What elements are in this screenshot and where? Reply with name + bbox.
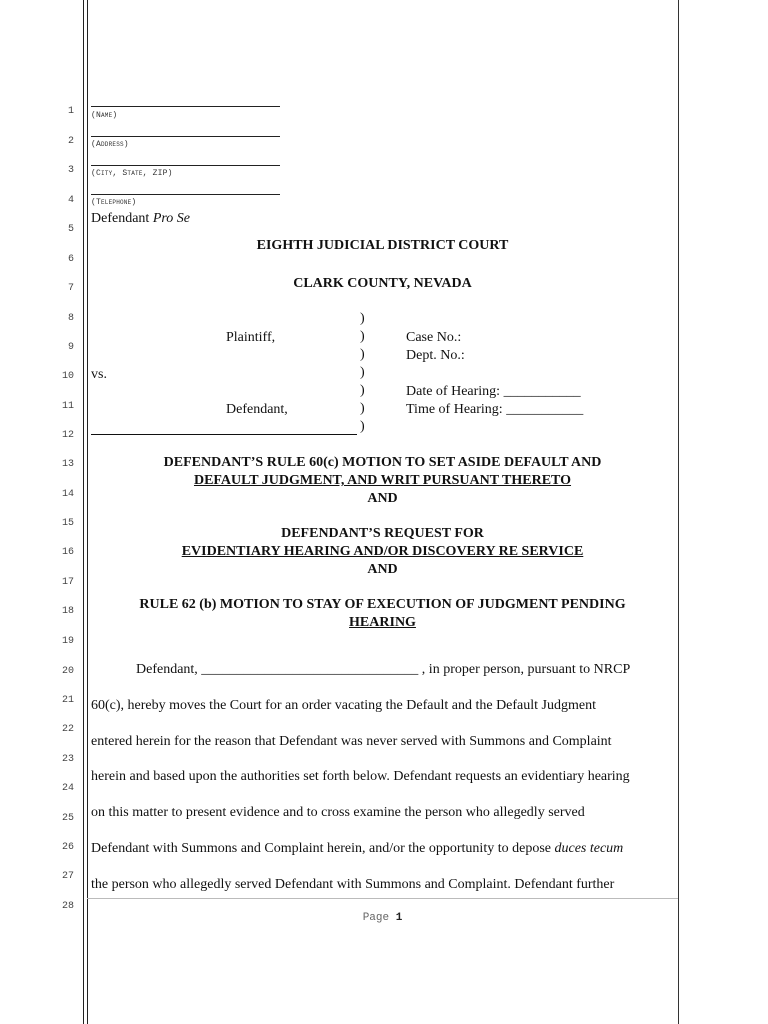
caption-paren: ): [360, 383, 365, 398]
line-number: 3: [67, 165, 74, 176]
line-number: 28: [61, 901, 74, 912]
line-number: 8: [67, 313, 74, 324]
caption-paren: ): [360, 401, 365, 416]
caption-divider-line: [91, 434, 357, 435]
party-prefix: Defendant: [91, 211, 153, 226]
line-number: 12: [61, 430, 74, 441]
body-line-2: 60(c), hereby moves the Court for an order vacating the Default and the Default Judgment: [91, 698, 596, 713]
page-number: 1: [395, 912, 403, 924]
line-number: 7: [67, 283, 74, 294]
telephone-label: (Telephone): [91, 198, 137, 207]
line-number: 1: [67, 106, 74, 117]
request-title-line-2: [87, 544, 678, 560]
line-number: 27: [61, 871, 74, 882]
body-line-6: [91, 841, 678, 857]
line-number: 11: [61, 401, 74, 412]
time-of-hearing-label: Time of Hearing: ___________: [406, 402, 584, 417]
line-number: 22: [61, 724, 74, 735]
motion-title-line-2-text: DEFAULT JUDGMENT, AND WRIT PURSUANT THERETO: [193, 473, 572, 488]
body-line-4: herein and based upon the authorities set forth below. Defendant requests an evidentiary hearing: [91, 769, 630, 784]
right-margin-rule: [678, 0, 679, 1024]
address-blank-line: [91, 136, 280, 137]
caption-paren: ): [360, 365, 365, 380]
body-line-3: entered herein for the reason that Defendant was never served with Summons and Complaint: [91, 734, 612, 749]
line-number: 4: [67, 195, 74, 206]
footer-divider: [87, 898, 678, 899]
stay-title-line-1: RULE 62 (b) MOTION TO STAY OF EXECUTION OF JUDGMENT PENDING: [139, 597, 626, 612]
stay-title-line-2-text: HEARING: [349, 615, 416, 630]
line-number: 16: [61, 547, 74, 558]
line-number: 5: [67, 224, 74, 235]
title-and-1: AND: [367, 491, 398, 506]
line-number: 26: [61, 842, 74, 853]
line-number: 2: [67, 136, 74, 147]
body-line-7: the person who allegedly served Defendant with Summons and Complaint. Defendant further: [91, 877, 615, 892]
court-name: EIGHTH JUDICIAL DISTRICT COURT: [256, 238, 509, 253]
line-number: 6: [67, 254, 74, 265]
city-state-zip-label: (City, State, ZIP): [91, 169, 173, 178]
vs-label: vs.: [91, 367, 107, 382]
city-state-zip-blank-line: [91, 165, 280, 166]
request-title-line-1: DEFENDANT’S REQUEST FOR: [281, 526, 484, 541]
page-footer: [87, 912, 678, 924]
line-number: 19: [61, 636, 74, 647]
line-number: 21: [61, 695, 74, 706]
party-designation: [91, 211, 190, 227]
motion-title-line-1: DEFENDANT’S RULE 60(c) MOTION TO SET ASIDE DEFAULT AND: [163, 455, 602, 470]
motion-title-line-2: [87, 473, 678, 489]
line-number: 9: [67, 342, 74, 353]
defendant-label: Defendant,: [226, 402, 288, 417]
request-title-line-2-text: EVIDENTIARY HEARING AND/OR DISCOVERY RE SERVICE: [181, 544, 584, 559]
line-number: 25: [61, 813, 74, 824]
left-margin-rule-outer: [83, 0, 84, 1024]
caption-paren: ): [360, 347, 365, 362]
line-number: 20: [61, 666, 74, 677]
plaintiff-label: Plaintiff,: [226, 330, 276, 345]
line-number: 24: [61, 783, 74, 794]
line-number: 14: [61, 489, 74, 500]
date-of-hearing-label: Date of Hearing: ___________: [406, 384, 581, 399]
line-number: 13: [61, 459, 74, 470]
line-number: 15: [61, 518, 74, 529]
case-number-label: Case No.:: [406, 330, 462, 345]
page-label: Page: [362, 912, 396, 924]
address-label: (Address): [91, 140, 129, 149]
name-label: (Name): [91, 111, 118, 120]
caption-paren: ): [360, 419, 365, 434]
department-number-label: Dept. No.:: [406, 348, 465, 363]
title-and-2: AND: [367, 562, 398, 577]
line-number: 23: [61, 754, 74, 765]
line-number: 10: [61, 371, 74, 382]
pro-se-label: Pro Se: [152, 211, 191, 226]
body-line-6-text: Defendant with Summons and Complaint herein, and/or the opportunity to depose: [91, 841, 555, 856]
left-margin-rule-inner: [87, 0, 88, 1024]
body-line-1: Defendant, _______________________________ , in proper person, pursuant to NRCP: [136, 662, 631, 677]
duces-tecum-term: duces tecum: [554, 841, 624, 856]
caption-paren: ): [360, 329, 365, 344]
line-number: 18: [61, 606, 74, 617]
name-blank-line: [91, 106, 280, 107]
caption-paren: ): [360, 311, 365, 326]
telephone-blank-line: [91, 194, 280, 195]
body-line-5: on this matter to present evidence and to cross examine the person who allegedly served: [91, 805, 585, 820]
line-number: 17: [61, 577, 74, 588]
stay-title-line-2: [87, 615, 678, 631]
court-county: CLARK COUNTY, NEVADA: [293, 276, 472, 291]
